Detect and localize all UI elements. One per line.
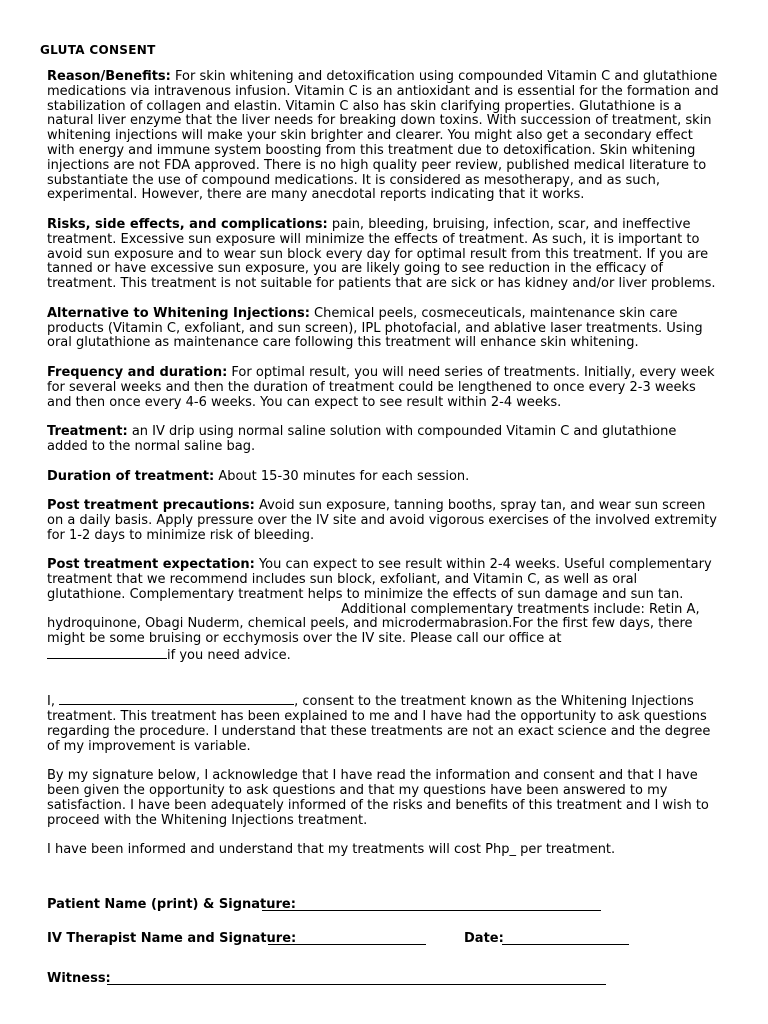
precautions-text: Avoid sun exposure, tanning booths, spray tan, and wear sun screen on a daily basis. Apply pressure over the IV site and avoid vigorous exercises of the involved extremity for 1-2 days to minimize risk of bleeding. [47, 498, 717, 543]
cost-text: I have been informed and understand that my treatments will cost Php_ per treatment. [47, 842, 616, 858]
acknowledge-section [47, 769, 719, 828]
reason-benefits-label: Reason/Benefits: [47, 69, 171, 84]
alternative-section [47, 307, 719, 351]
patient-signature-line[interactable] [262, 909, 601, 911]
precautions-section [47, 499, 719, 543]
frequency-section [47, 366, 719, 410]
date-line[interactable] [502, 943, 629, 945]
treatment-section [47, 425, 719, 455]
witness-label: Witness: [47, 971, 111, 986]
treatment-text: an IV drip using normal saline solution with compounded Vitamin C and glutathione added to the normal saline bag. [47, 424, 677, 454]
consent-section [47, 693, 719, 754]
expectation-section [47, 558, 719, 664]
risks-label: Risks, side effects, and complications: [47, 216, 328, 232]
expectation-text-2: Additional complementary treatments include: Retin A, hydroquinone, Obagi Nuderm, chemical peels, and microdermabrasion.For the first few days, there might be some bruising or ecchymosis over the IV site. Please call our office at [47, 601, 700, 647]
therapist-signature-line[interactable] [268, 943, 426, 945]
expectation-text-3: if you need advice. [167, 648, 291, 664]
risks-section [47, 218, 719, 292]
patient-name-blank[interactable] [59, 693, 294, 705]
alternative-label: Alternative to Whitening Injections: [47, 305, 310, 321]
risks-text: pain, bleeding, bruising, infection, scar, and ineffective treatment. Excessive sun exposure will minimize the effects of treatment. As such, it is important to avoid sun exposure and to wear sun block every day for optimal result from this treatment. If you are tanned or have excessive sun exposure, you are likely going to see reduction in the efficacy of treatment. This treatment is not suitable for patients that are sick or has kidney and/or liver problems. [47, 216, 716, 292]
duration-label: Duration of treatment: [47, 468, 215, 484]
treatment-label: Treatment: [47, 424, 128, 440]
frequency-label: Frequency and duration: [47, 364, 228, 380]
document-title: GLUTA CONSENT [40, 43, 156, 57]
therapist-signature-label: IV Therapist Name and Signature: [47, 931, 297, 946]
precautions-label: Post treatment precautions: [47, 498, 255, 514]
reason-benefits-section [47, 70, 719, 203]
expectation-text-1: You can expect to see result within 2-4 weeks. Useful complementary treatment that we recommend includes sun block, exfoliant, and Vitamin C, as well as oral glutathione. Complementary treatment helps to minimize the effects of sun damage and sun tan. [47, 557, 712, 602]
frequency-text: For optimal result, you will need series of treatments. Initially, every week for several weeks and then the duration of treatment could be lengthened to once every 2-3 weeks and then once every 4-6 weeks. You can expect to see result within 2-4 weeks. [47, 364, 715, 410]
consent-prefix: I, [47, 694, 55, 710]
witness-signature-line[interactable] [107, 983, 606, 985]
expectation-label: Post treatment expectation: [47, 557, 255, 573]
acknowledge-text: By my signature below, I acknowledge that I have read the information and consent and that I have been given the opportunity to ask questions and that my questions have been answered to my satisfaction. I have been adequately informed of the risks and benefits of this treatment and I wish to proceed with the Whitening Injections treatment. [47, 768, 709, 828]
consent-text: , consent to the treatment known as the Whitening Injections treatment. This treatment has been explained to me and I have had the opportunity to ask questions regarding the procedure. I understand that these treatments are not an exact science and the degree of my improvement is variable. [47, 694, 711, 754]
spacer [47, 679, 719, 694]
duration-section [47, 470, 719, 485]
patient-signature-label: Patient Name (print) & Signature: [47, 897, 296, 912]
date-label: Date: [464, 931, 504, 946]
office-phone-blank[interactable] [47, 647, 167, 659]
reason-benefits-text: For skin whitening and detoxification using compounded Vitamin C and glutathione medications via intravenous infusion. Vitamin C is an antioxidant and is essential for the formation and stabilization of collagen and elastin. Vitamin C also has skin clarifying properties. Glutathione is a natural liver enzyme that the liver needs for breaking down toxins. With succession of treatment, skin whitening injections will make your skin brighter and clearer. You might also get a secondary effect with energy and immune system boosting from this treatment due to detoxification. Skin whitening injections are not FDA approved. There is no high quality peer review, published medical literature to substantiate the use of compound medications. It is considered as mesotherapy, and as such, experimental. However, there are many anecdotal reports indicating that it works. [47, 69, 719, 203]
cost-section [47, 843, 719, 858]
duration-text: About 15-30 minutes for each session. [218, 468, 470, 484]
alternative-text: Chemical peels, cosmeceuticals, maintenance skin care products (Vitamin C, exfoliant, and sun screen), IPL photofacial, and ablative laser treatments. Using oral glutathione as maintenance care following this treatment will enhance skin whitening. [47, 305, 703, 351]
form-body [47, 70, 719, 873]
